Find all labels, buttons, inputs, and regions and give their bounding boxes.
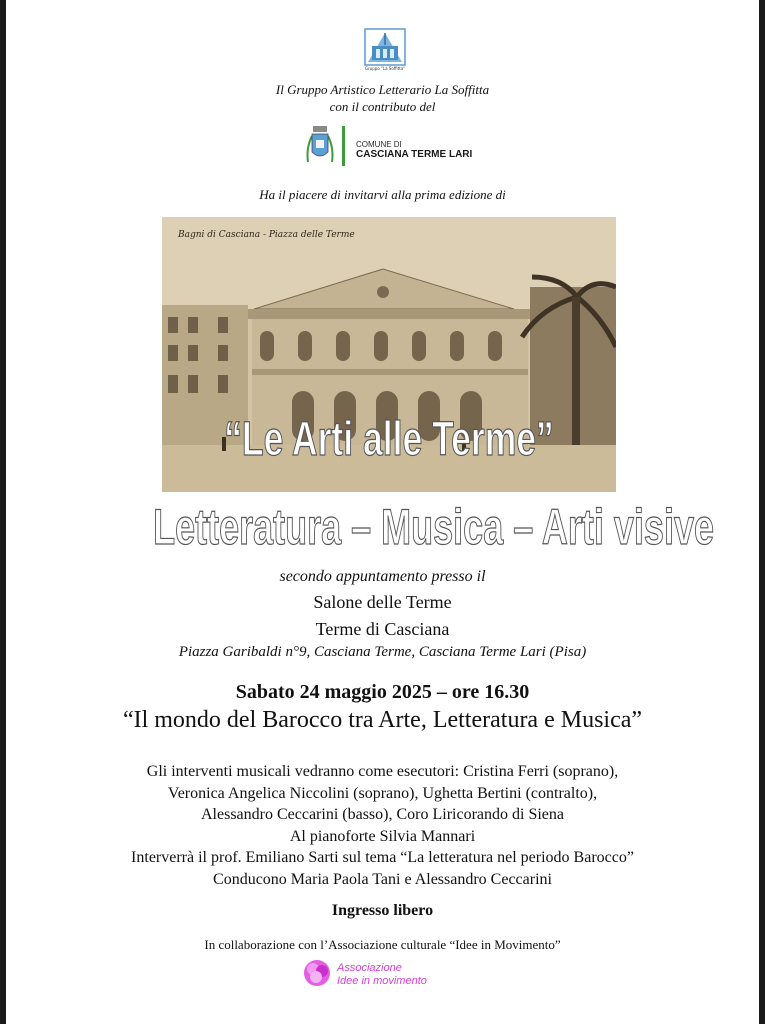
details-line: Veronica Angelica Niccolini (soprano), Ughetta Bertini (contralto),: [167, 784, 598, 802]
association-logo-line-1: Associazione: [337, 962, 402, 974]
details-line: Gli interventi musicali vedranno come esecutori: Cristina Ferri (soprano),: [146, 763, 619, 780]
details-line: Alessandro Ceccarini (basso), Coro Liricorando di Siena: [200, 806, 564, 824]
venue-hall: Salone delle Terme: [313, 592, 452, 612]
association-logo-line-2: Idee in movimento: [337, 975, 427, 987]
event-theme: “Il mondo del Barocco tra Arte, Letteratura e Musica”: [122, 707, 643, 733]
photo-caption: Bagni di Casciana - Piazza delle Terme: [178, 230, 355, 240]
idee-in-movimento-logo: [301, 956, 466, 990]
la-soffitta-logo-caption: Gruppo "La Soffitta": [364, 66, 406, 71]
entry-free: Ingresso libero: [331, 902, 434, 919]
la-soffitta-logo: [364, 28, 406, 66]
collaboration-text: In collaborazione con l’Associazione culturale “Idee in Movimento”: [204, 937, 561, 952]
categories-heading: Letteratura – Musica – Arti visive: [153, 499, 715, 555]
comune-logo: [302, 122, 482, 172]
details-line: Conducono Maria Paola Tani e Alessandro Ceccarini: [213, 870, 552, 888]
comune-name: CASCIANA TERME LARI: [356, 149, 473, 160]
details-line: Al pianoforte Silvia Mannari: [289, 827, 476, 845]
comune-crest-icon: [304, 122, 336, 170]
venue-address: Piazza Garibaldi n°9, Casciana Terme, Casciana Terme Lari (Pisa): [178, 644, 587, 660]
intro-line-1: Il Gruppo Artistico Letterario La Soffitta: [275, 82, 490, 97]
venue-place: Terme di Casciana: [315, 619, 450, 639]
venue-intro: secondo appuntamento presso il: [279, 568, 486, 585]
invite-text: Ha il piacere di invitarvi alla prima edizione di: [259, 187, 506, 202]
event-date: Sabato 24 maggio 2025 – ore 16.30: [235, 681, 530, 703]
comune-prefix: COMUNE DI: [356, 140, 402, 149]
intro-line-2: con il contributo del: [329, 99, 436, 114]
event-details: [0, 761, 765, 891]
comune-divider-icon: [342, 126, 345, 166]
event-title: “Le Arti alle Terme”: [224, 413, 554, 466]
details-line: Interverrà il prof. Emiliano Sarti sul tema “La letteratura nel periodo Barocco”: [131, 849, 634, 867]
